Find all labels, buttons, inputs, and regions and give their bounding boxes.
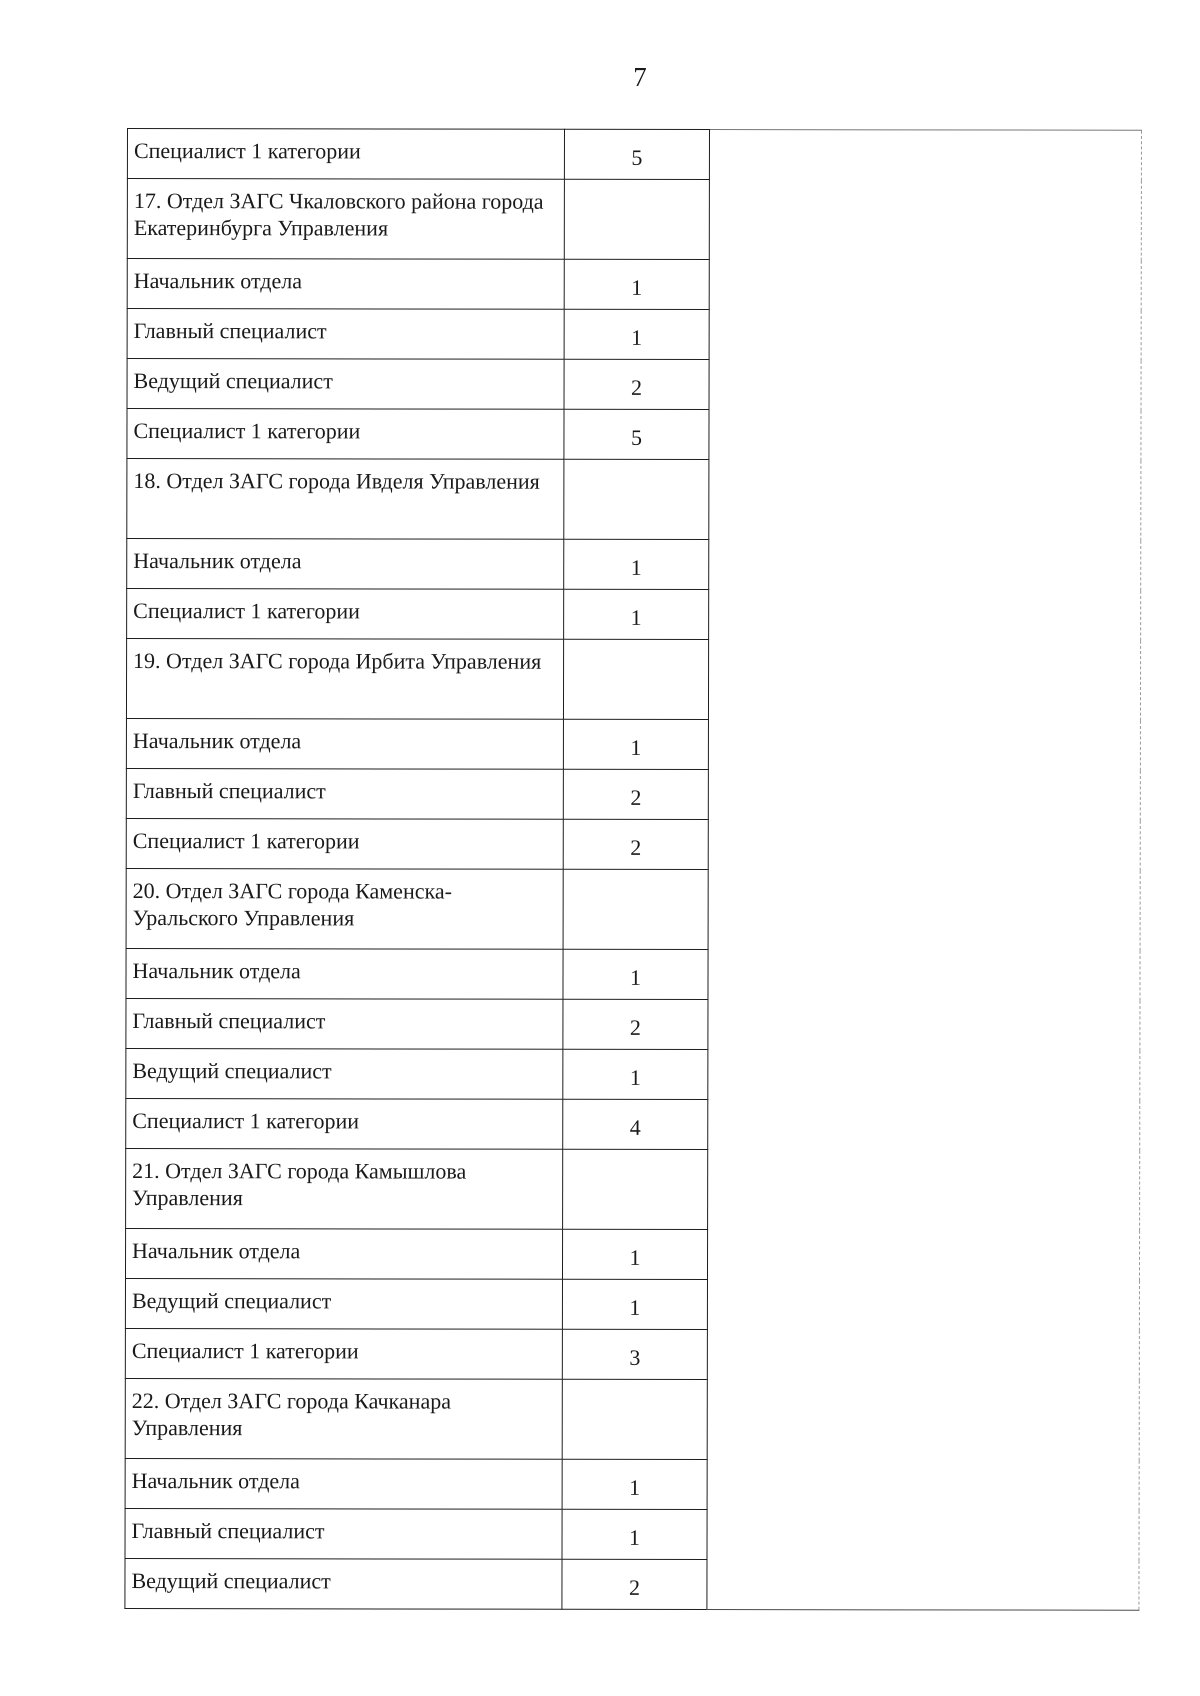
position-name-cell: Ведущий специалист bbox=[125, 1558, 562, 1609]
staff-count-cell: 2 bbox=[563, 999, 708, 1049]
position-name-cell: Начальник отдела bbox=[127, 539, 564, 590]
notes-column-cell bbox=[707, 130, 1142, 1611]
staff-count-cell bbox=[562, 1379, 707, 1459]
position-name-cell: Ведущий специалист bbox=[125, 1278, 562, 1329]
staff-count-cell: 4 bbox=[563, 1099, 708, 1149]
position-name-cell: Начальник отдела bbox=[125, 1458, 562, 1509]
position-name-cell: Начальник отдела bbox=[126, 948, 563, 999]
department-name-cell: 21. Отдел ЗАГС города Камышлова Управления bbox=[126, 1148, 563, 1229]
staff-count-cell: 2 bbox=[563, 819, 708, 869]
staff-count-cell: 1 bbox=[563, 719, 708, 769]
position-name-cell: Главный специалист bbox=[126, 768, 563, 819]
position-name-cell: Специалист 1 категории bbox=[127, 409, 564, 460]
staff-count-cell bbox=[563, 639, 708, 719]
staff-count-cell: 1 bbox=[563, 949, 708, 999]
page-number: 7 bbox=[633, 62, 647, 92]
staff-count-cell: 2 bbox=[562, 1559, 707, 1609]
department-name-cell: 18. Отдел ЗАГС города Ивделя Управления bbox=[127, 459, 564, 540]
staff-count-cell bbox=[564, 459, 709, 539]
position-name-cell: Начальник отдела bbox=[126, 719, 563, 770]
department-name-cell: 20. Отдел ЗАГС города Каменска-Уральского Управления bbox=[126, 868, 563, 949]
department-name-cell: 22. Отдел ЗАГС города Качканара Управления bbox=[125, 1378, 562, 1459]
position-row bbox=[127, 129, 1141, 181]
staff-count-cell bbox=[564, 179, 709, 259]
staffing-table-body bbox=[125, 129, 1142, 1611]
staff-count-cell: 1 bbox=[562, 1509, 707, 1559]
staff-count-cell: 1 bbox=[563, 1049, 708, 1099]
staff-count-cell: 1 bbox=[564, 539, 709, 589]
staff-count-cell: 1 bbox=[562, 1229, 707, 1279]
staff-count-cell: 1 bbox=[564, 259, 709, 309]
position-name-cell: Ведущий специалист bbox=[127, 359, 564, 410]
staff-count-cell: 1 bbox=[564, 589, 709, 639]
position-name-cell: Начальник отдела bbox=[125, 1228, 562, 1279]
staff-count-cell: 2 bbox=[563, 769, 708, 819]
staffing-table bbox=[124, 128, 1142, 1611]
department-name-cell: 19. Отдел ЗАГС города Ирбита Управления bbox=[126, 639, 563, 720]
position-name-cell: Специалист 1 категории bbox=[125, 1328, 562, 1379]
staff-count-cell: 1 bbox=[562, 1459, 707, 1509]
position-name-cell: Ведущий специалист bbox=[126, 1048, 563, 1099]
staff-count-cell bbox=[563, 1149, 708, 1229]
staff-count-cell: 1 bbox=[564, 309, 709, 359]
staff-count-cell: 3 bbox=[562, 1329, 707, 1379]
position-name-cell: Главный специалист bbox=[125, 1508, 562, 1559]
position-name-cell: Главный специалист bbox=[127, 309, 564, 360]
staff-count-cell: 1 bbox=[562, 1279, 707, 1329]
position-name-cell: Специалист 1 категории bbox=[127, 129, 564, 180]
position-name-cell: Специалист 1 категории bbox=[127, 589, 564, 640]
staff-count-cell: 5 bbox=[564, 129, 709, 179]
staff-count-cell: 5 bbox=[564, 409, 709, 459]
position-name-cell: Начальник отдела bbox=[127, 259, 564, 310]
position-name-cell: Специалист 1 категории bbox=[126, 1098, 563, 1149]
department-name-cell: 17. Отдел ЗАГС Чкаловского района города Екатеринбурга Управления bbox=[127, 179, 564, 260]
position-name-cell: Главный специалист bbox=[126, 998, 563, 1049]
staff-count-cell: 2 bbox=[564, 359, 709, 409]
staff-count-cell bbox=[563, 869, 708, 949]
position-name-cell: Специалист 1 категории bbox=[126, 818, 563, 869]
